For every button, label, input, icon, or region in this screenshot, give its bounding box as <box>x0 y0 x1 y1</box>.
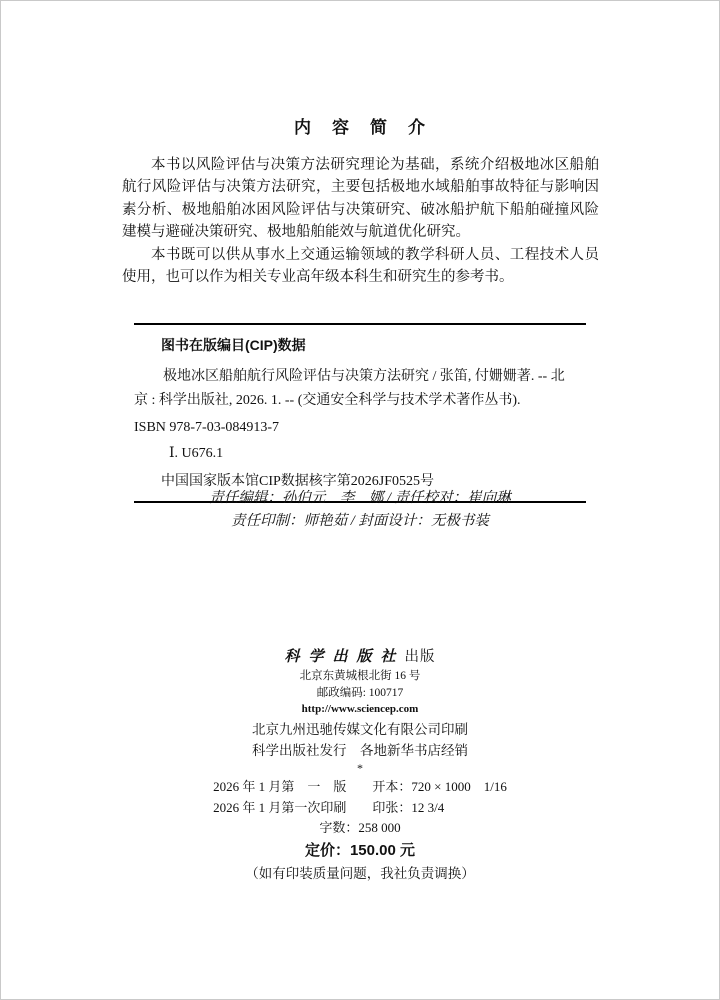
cip-data-block <box>134 323 586 503</box>
content-summary-section <box>122 113 599 288</box>
cip-heading: 图书在版编目(CIP)数据 <box>161 337 306 353</box>
cip-entry-line: 极地冰区船舶航行风险评估与决策方法研究 / 张笛, 付姗姗著. -- 北 <box>163 369 565 384</box>
isbn-line: ISBN 978-7-03-084913-7 <box>134 420 280 435</box>
staff-credits <box>1 487 719 533</box>
distribution-line: 科学出版社发行 各地新华书店经销 <box>252 743 468 758</box>
postal-code: 邮政编码: 100717 <box>316 687 404 699</box>
cip-record-number: 中国国家版本馆CIP数据核字第2026JF0525号 <box>161 474 435 489</box>
edition-line: 2026 年 1 月第 一 版 开本：720 × 1000 1/16 <box>213 779 507 794</box>
printing-credits-line: 责任印制：师艳茹 / 封面设计：无极书装 <box>231 513 489 529</box>
printer-name: 北京九州迅驰传媒文化有限公司印刷 <box>252 722 468 737</box>
word-count: 字数：258 000 <box>319 820 401 835</box>
publisher-address: 北京东黄城根北街 16 号 <box>299 670 421 682</box>
quality-notice: （如有印装质量问题，我社负责调换） <box>245 866 475 881</box>
price: 定价：150.00 元 <box>304 842 416 859</box>
summary-paragraph-2: 本书既可以供从事水上交通运输领域的教学科研人员、工程技术人员使用，也可以作为相关专业高年级本科生和研究生的参考书。 <box>122 246 599 286</box>
impression-line: 2026 年 1 月第一次印刷 印张：12 3/4 <box>213 800 445 815</box>
publish-label: 出版 <box>404 649 436 665</box>
publisher-logo: 科学出版社 <box>284 649 405 665</box>
cip-entry-line: 京 : 科学出版社, 2026. 1. -- (交通安全科学与技术学术著作丛书). <box>134 393 521 408</box>
editor-credits-line: 责任编辑：孙伯元 李 娜 / 责任校对：崔向琳 <box>209 490 511 506</box>
publisher-line <box>1 646 719 668</box>
publisher-website: http://www.sciencep.com <box>301 703 419 715</box>
summary-paragraph-1: 本书以风险评估与决策方法研究理论为基础，系统介绍极地冰区船舶航行风险评估与决策方法研究，主要包括极地水域船舶事故特征与影响因素分析、极地船舶冰困风险评估与决策研究、破冰船护航下船舶碰撞风险建模与避碰决策研究、极地船舶能效与航道优化研究。 <box>122 157 599 241</box>
classification-line: Ⅰ. U676.1 <box>169 446 224 461</box>
summary-title: 内 容 简 介 <box>294 118 427 137</box>
print-run-details <box>213 776 507 818</box>
separator-star: * <box>357 761 363 775</box>
imprint-block <box>1 646 719 885</box>
